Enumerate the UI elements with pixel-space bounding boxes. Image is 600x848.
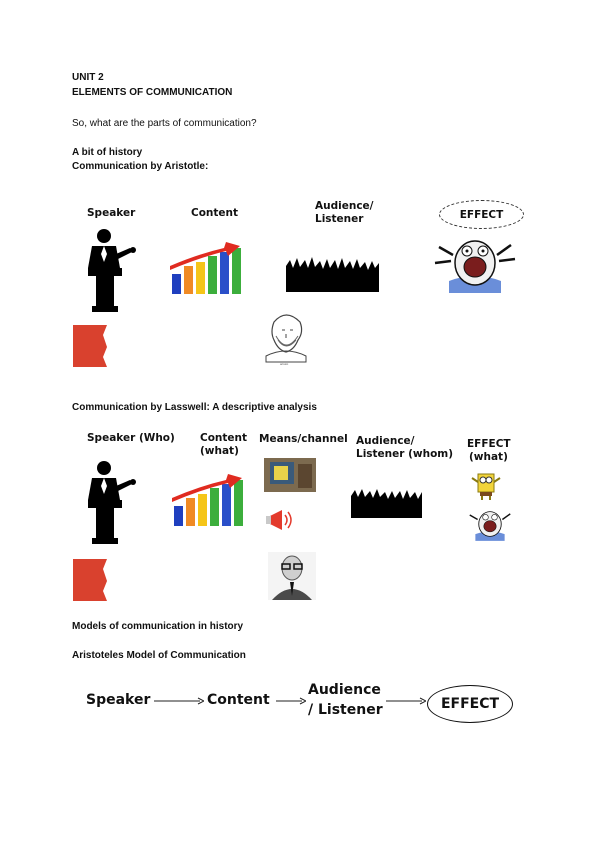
aristotle-portrait-icon bbox=[258, 308, 314, 366]
lasswell-heading: Communication by Lasswell: A descriptive analysis bbox=[72, 402, 317, 413]
lasswell-means-label: Means/channel bbox=[259, 433, 348, 445]
speaker-podium-icon-2 bbox=[84, 460, 140, 546]
intro-question: So, what are the parts of communication? bbox=[72, 118, 257, 129]
aristotle-audience-label-1: Audience/ bbox=[315, 200, 374, 212]
crowd-audience-icon bbox=[286, 252, 392, 292]
screaming-face-icon-2 bbox=[463, 506, 517, 542]
aristotle-content-label: Content bbox=[191, 207, 239, 219]
crowd-audience-icon-2 bbox=[351, 484, 433, 518]
aristotle-effect-label: EFFECT bbox=[459, 208, 504, 221]
lasswell-portrait-icon bbox=[268, 552, 316, 600]
flow-effect-label: EFFECT bbox=[440, 695, 500, 712]
lasswell-content-label-2: (what) bbox=[200, 445, 239, 457]
aristoteles-model-heading: Aristoteles Model of Communication bbox=[72, 650, 246, 661]
page-title: ELEMENTS OF COMMUNICATION bbox=[72, 87, 233, 98]
aristotle-audience-label-2: Listener bbox=[315, 213, 364, 225]
growth-chart-icon-2 bbox=[170, 468, 254, 528]
flow-content-label: Content bbox=[207, 692, 270, 708]
unit-number: UNIT 2 bbox=[72, 72, 104, 83]
flow-audience-label-1: Audience bbox=[308, 682, 381, 698]
screaming-face-icon bbox=[427, 233, 523, 293]
sponge-character-icon bbox=[470, 472, 502, 500]
svg-text:aristot: aristot bbox=[280, 362, 289, 366]
flow-arrow-2 bbox=[276, 697, 306, 705]
lasswell-audience-label-2: Listener (whom) bbox=[356, 448, 454, 460]
flow-speaker-label: Speaker bbox=[86, 692, 151, 708]
red-shape-icon-2 bbox=[73, 559, 109, 601]
models-heading: Models of communication in history bbox=[72, 621, 244, 632]
growth-chart-icon bbox=[168, 236, 252, 296]
television-channel-icon bbox=[264, 458, 316, 492]
aristotle-effect-oval bbox=[439, 200, 524, 229]
megaphone-icon bbox=[266, 508, 294, 532]
lasswell-content-label-1: Content bbox=[200, 432, 248, 444]
flow-arrow-3 bbox=[386, 697, 426, 705]
lasswell-effect-label-2: (what) bbox=[469, 451, 508, 463]
speaker-podium-icon bbox=[84, 228, 140, 314]
aristotle-speaker-label: Speaker bbox=[87, 207, 136, 219]
flow-arrow-1 bbox=[154, 697, 204, 705]
lasswell-audience-label-1: Audience/ bbox=[356, 435, 415, 447]
lasswell-effect-label-1: EFFECT bbox=[467, 438, 511, 450]
flow-audience-label-2: / Listener bbox=[308, 702, 383, 718]
aristotle-heading: Communication by Aristotle: bbox=[72, 161, 209, 172]
lasswell-speaker-label: Speaker (Who) bbox=[87, 432, 175, 444]
history-heading: A bit of history bbox=[72, 147, 143, 158]
red-shape-icon bbox=[73, 325, 109, 367]
flow-effect-oval bbox=[427, 685, 513, 723]
